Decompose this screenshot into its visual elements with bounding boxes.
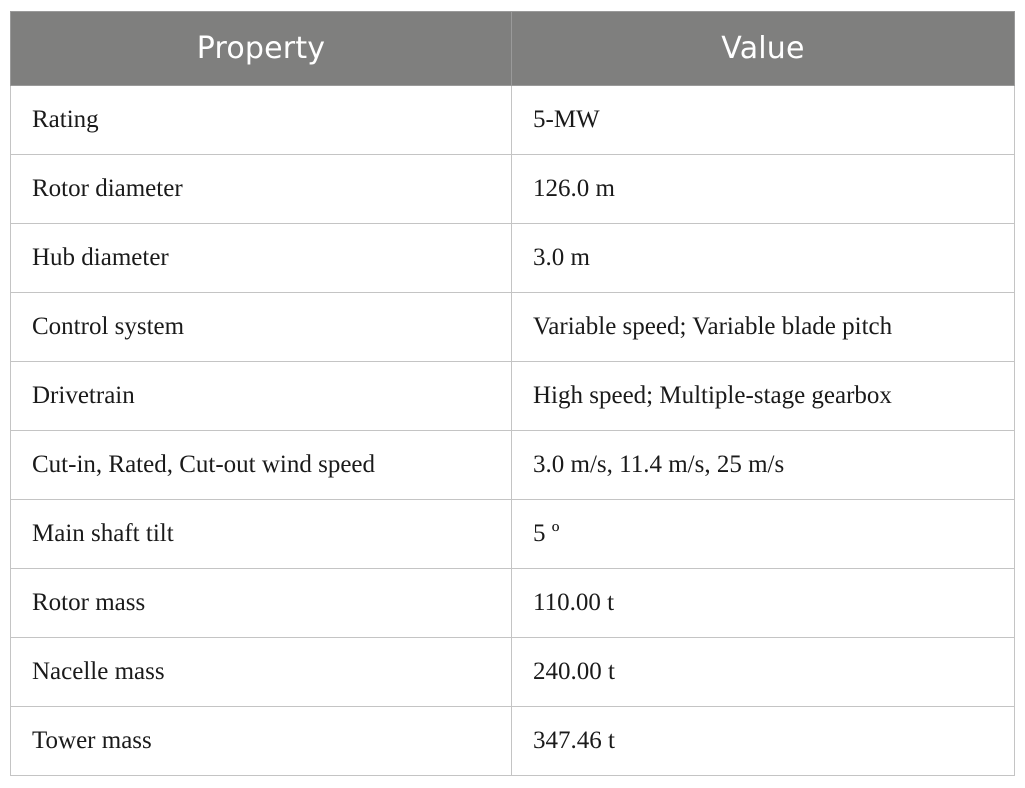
property-cell: Tower mass bbox=[11, 707, 512, 776]
table-row bbox=[11, 500, 1015, 569]
table-row bbox=[11, 293, 1015, 362]
value-cell: 240.00 t bbox=[512, 638, 1015, 707]
value-cell: High speed; Multiple-stage gearbox bbox=[512, 362, 1015, 431]
value-cell: Variable speed; Variable blade pitch bbox=[512, 293, 1015, 362]
property-cell: Rotor mass bbox=[11, 569, 512, 638]
header-value: Value bbox=[512, 12, 1015, 86]
table-row bbox=[11, 362, 1015, 431]
table-row bbox=[11, 638, 1015, 707]
property-cell: Nacelle mass bbox=[11, 638, 512, 707]
header-row bbox=[11, 12, 1015, 86]
table-row bbox=[11, 707, 1015, 776]
property-cell: Main shaft tilt bbox=[11, 500, 512, 569]
header-property: Property bbox=[11, 12, 512, 86]
property-cell: Control system bbox=[11, 293, 512, 362]
table-row bbox=[11, 431, 1015, 500]
value-cell: 3.0 m/s, 11.4 m/s, 25 m/s bbox=[512, 431, 1015, 500]
property-cell: Rotor diameter bbox=[11, 155, 512, 224]
table-row bbox=[11, 224, 1015, 293]
table-header bbox=[11, 12, 1015, 86]
properties-table bbox=[10, 11, 1015, 776]
table-body bbox=[11, 86, 1015, 776]
value-cell: 5-MW bbox=[512, 86, 1015, 155]
property-cell: Cut-in, Rated, Cut-out wind speed bbox=[11, 431, 512, 500]
value-cell: 110.00 t bbox=[512, 569, 1015, 638]
value-cell: 126.0 m bbox=[512, 155, 1015, 224]
table-row bbox=[11, 86, 1015, 155]
property-cell: Hub diameter bbox=[11, 224, 512, 293]
value-cell: 347.46 t bbox=[512, 707, 1015, 776]
value-cell: 3.0 m bbox=[512, 224, 1015, 293]
table-row bbox=[11, 569, 1015, 638]
table-row bbox=[11, 155, 1015, 224]
properties-table-container bbox=[10, 11, 1014, 776]
property-cell: Rating bbox=[11, 86, 512, 155]
value-cell: 5 º bbox=[512, 500, 1015, 569]
property-cell: Drivetrain bbox=[11, 362, 512, 431]
